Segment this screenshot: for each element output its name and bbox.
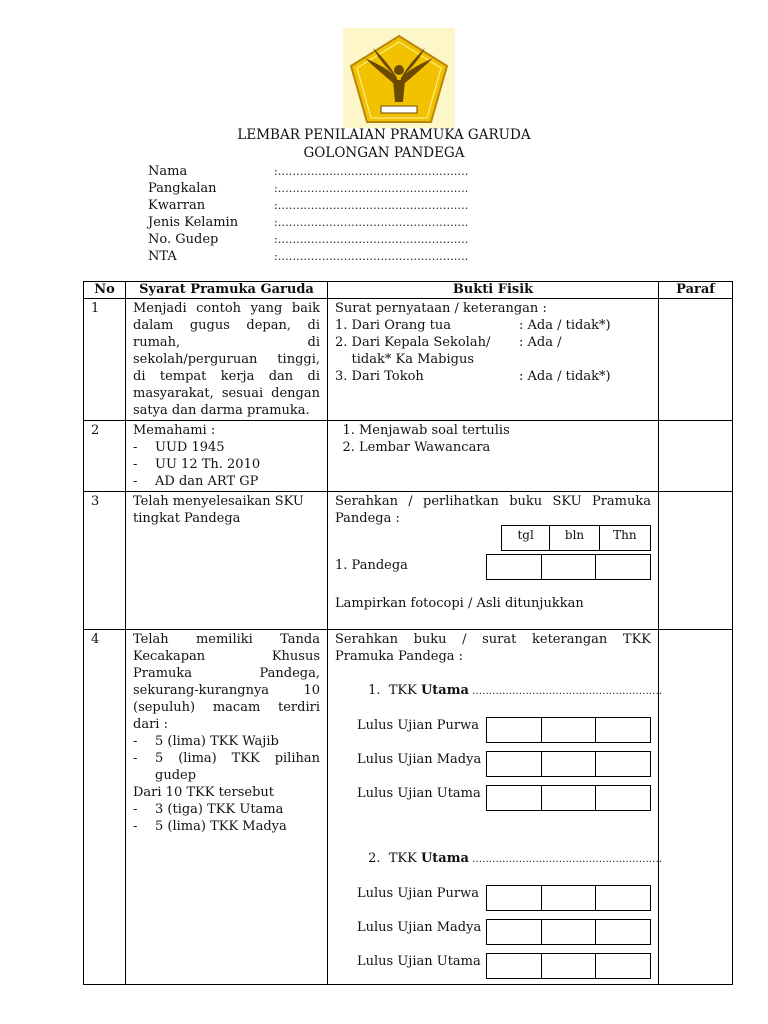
document-subtitle: GOLONGAN PANDEGA <box>303 145 465 161</box>
row-number: 2 <box>84 421 126 492</box>
field-nta[interactable]: NTA :……………………………………………. <box>148 249 469 264</box>
bukti-cell: 1. Menjawab soal tertulis 2. Lembar Wawancara <box>328 421 659 492</box>
row-number: 1 <box>84 299 126 421</box>
paraf-cell[interactable] <box>659 630 733 985</box>
header-syarat: Syarat Pramuka Garuda <box>126 282 328 299</box>
tkk1-utama-grid[interactable] <box>486 785 651 811</box>
table-row <box>84 421 733 492</box>
tkk2-utama-grid[interactable] <box>486 953 651 979</box>
garuda-emblem-icon <box>343 28 455 128</box>
bukti-cell: Serahkan / perlihatkan buku SKU Pramuka Pandega : tgl bln Thn 1. Pandega Lampirkan fotocopi / Asli ditunjukkan <box>328 492 659 630</box>
row-number: 3 <box>84 492 126 630</box>
row-number: 4 <box>84 630 126 985</box>
table-row <box>84 630 733 985</box>
pramuka-garuda-logo <box>343 28 455 128</box>
bukti-cell: Serahkan buku / surat keterangan TKK Pramuka Pandega : 1. TKK Utama ………………………………………………… Lulus Ujian Purwa Lulus Ujian Madya Lulus Ujian Utama 2. TKK Utama ………………………………………………… Lulus Ujian Purwa Lulus Ujian Madya Lulus Ujian Utama <box>328 630 659 985</box>
paraf-cell[interactable] <box>659 492 733 630</box>
tkk2-purwa-grid[interactable] <box>486 885 651 911</box>
document-title: LEMBAR PENILAIAN PRAMUKA GARUDA <box>237 127 531 143</box>
field-pangkalan[interactable]: Pangkalan :……………………………………………. <box>148 181 469 196</box>
date-input-grid[interactable] <box>486 554 651 580</box>
date-header-grid: tgl bln Thn <box>501 525 651 551</box>
header-paraf: Paraf <box>659 282 733 299</box>
table-row <box>84 492 733 630</box>
header-no: No <box>84 282 126 299</box>
tkk1-purwa-grid[interactable] <box>486 717 651 743</box>
field-kwarran[interactable]: Kwarran :……………………………………………. <box>148 198 469 213</box>
tkk1-line: 1. TKK Utama ………………………………………………… <box>368 683 663 698</box>
bukti-cell: Surat pernyataan / keterangan : 1. Dari Orang tua : Ada / tidak*) 2. Dari Kepala Sekolah/ : Ada / tidak* Ka Mabigus 3. Dari Tokoh : Ada / tidak*) <box>328 299 659 421</box>
syarat-cell: Telah memiliki Tanda Kecakapan Khusus Pramuka Pandega, sekurang-kurangnya 10 (sepuluh) macam terdiri dari : - 5 (lima) TKK Wajib - 5 (lima) TKK pilihan gudep Dari 10 TKK tersebut - 3 (tiga) TKK Utama - 5 (lima) TKK Madya <box>126 630 328 985</box>
field-nama[interactable]: Nama :……………………………………………. <box>148 164 469 179</box>
tkk2-line: 2. TKK Utama ………………………………………………… <box>368 851 663 866</box>
paraf-cell[interactable] <box>659 299 733 421</box>
assessment-table <box>83 281 733 985</box>
tkk1-madya-grid[interactable] <box>486 751 651 777</box>
tkk2-madya-grid[interactable] <box>486 919 651 945</box>
identity-fields <box>148 163 468 265</box>
table-header-row <box>84 282 733 299</box>
header-bukti: Bukti Fisik <box>328 282 659 299</box>
syarat-cell: Telah menyelesaikan SKU tingkat Pandega <box>126 492 328 630</box>
table-row <box>84 299 733 421</box>
paraf-cell[interactable] <box>659 421 733 492</box>
field-jenis-kelamin[interactable]: Jenis Kelamin :……………………………………………. <box>148 215 469 230</box>
field-no-gudep[interactable]: No. Gudep :……………………………………………. <box>148 232 469 247</box>
syarat-cell: Menjadi contoh yang baik dalam gugus depan, di rumah, di sekolah/perguruan tinggi, di tempat kerja dan di masyarakat, sesuai dengan satya dan darma pramuka. <box>126 299 328 421</box>
syarat-cell: Memahami : - UUD 1945 - UU 12 Th. 2010 - AD dan ART GP <box>126 421 328 492</box>
